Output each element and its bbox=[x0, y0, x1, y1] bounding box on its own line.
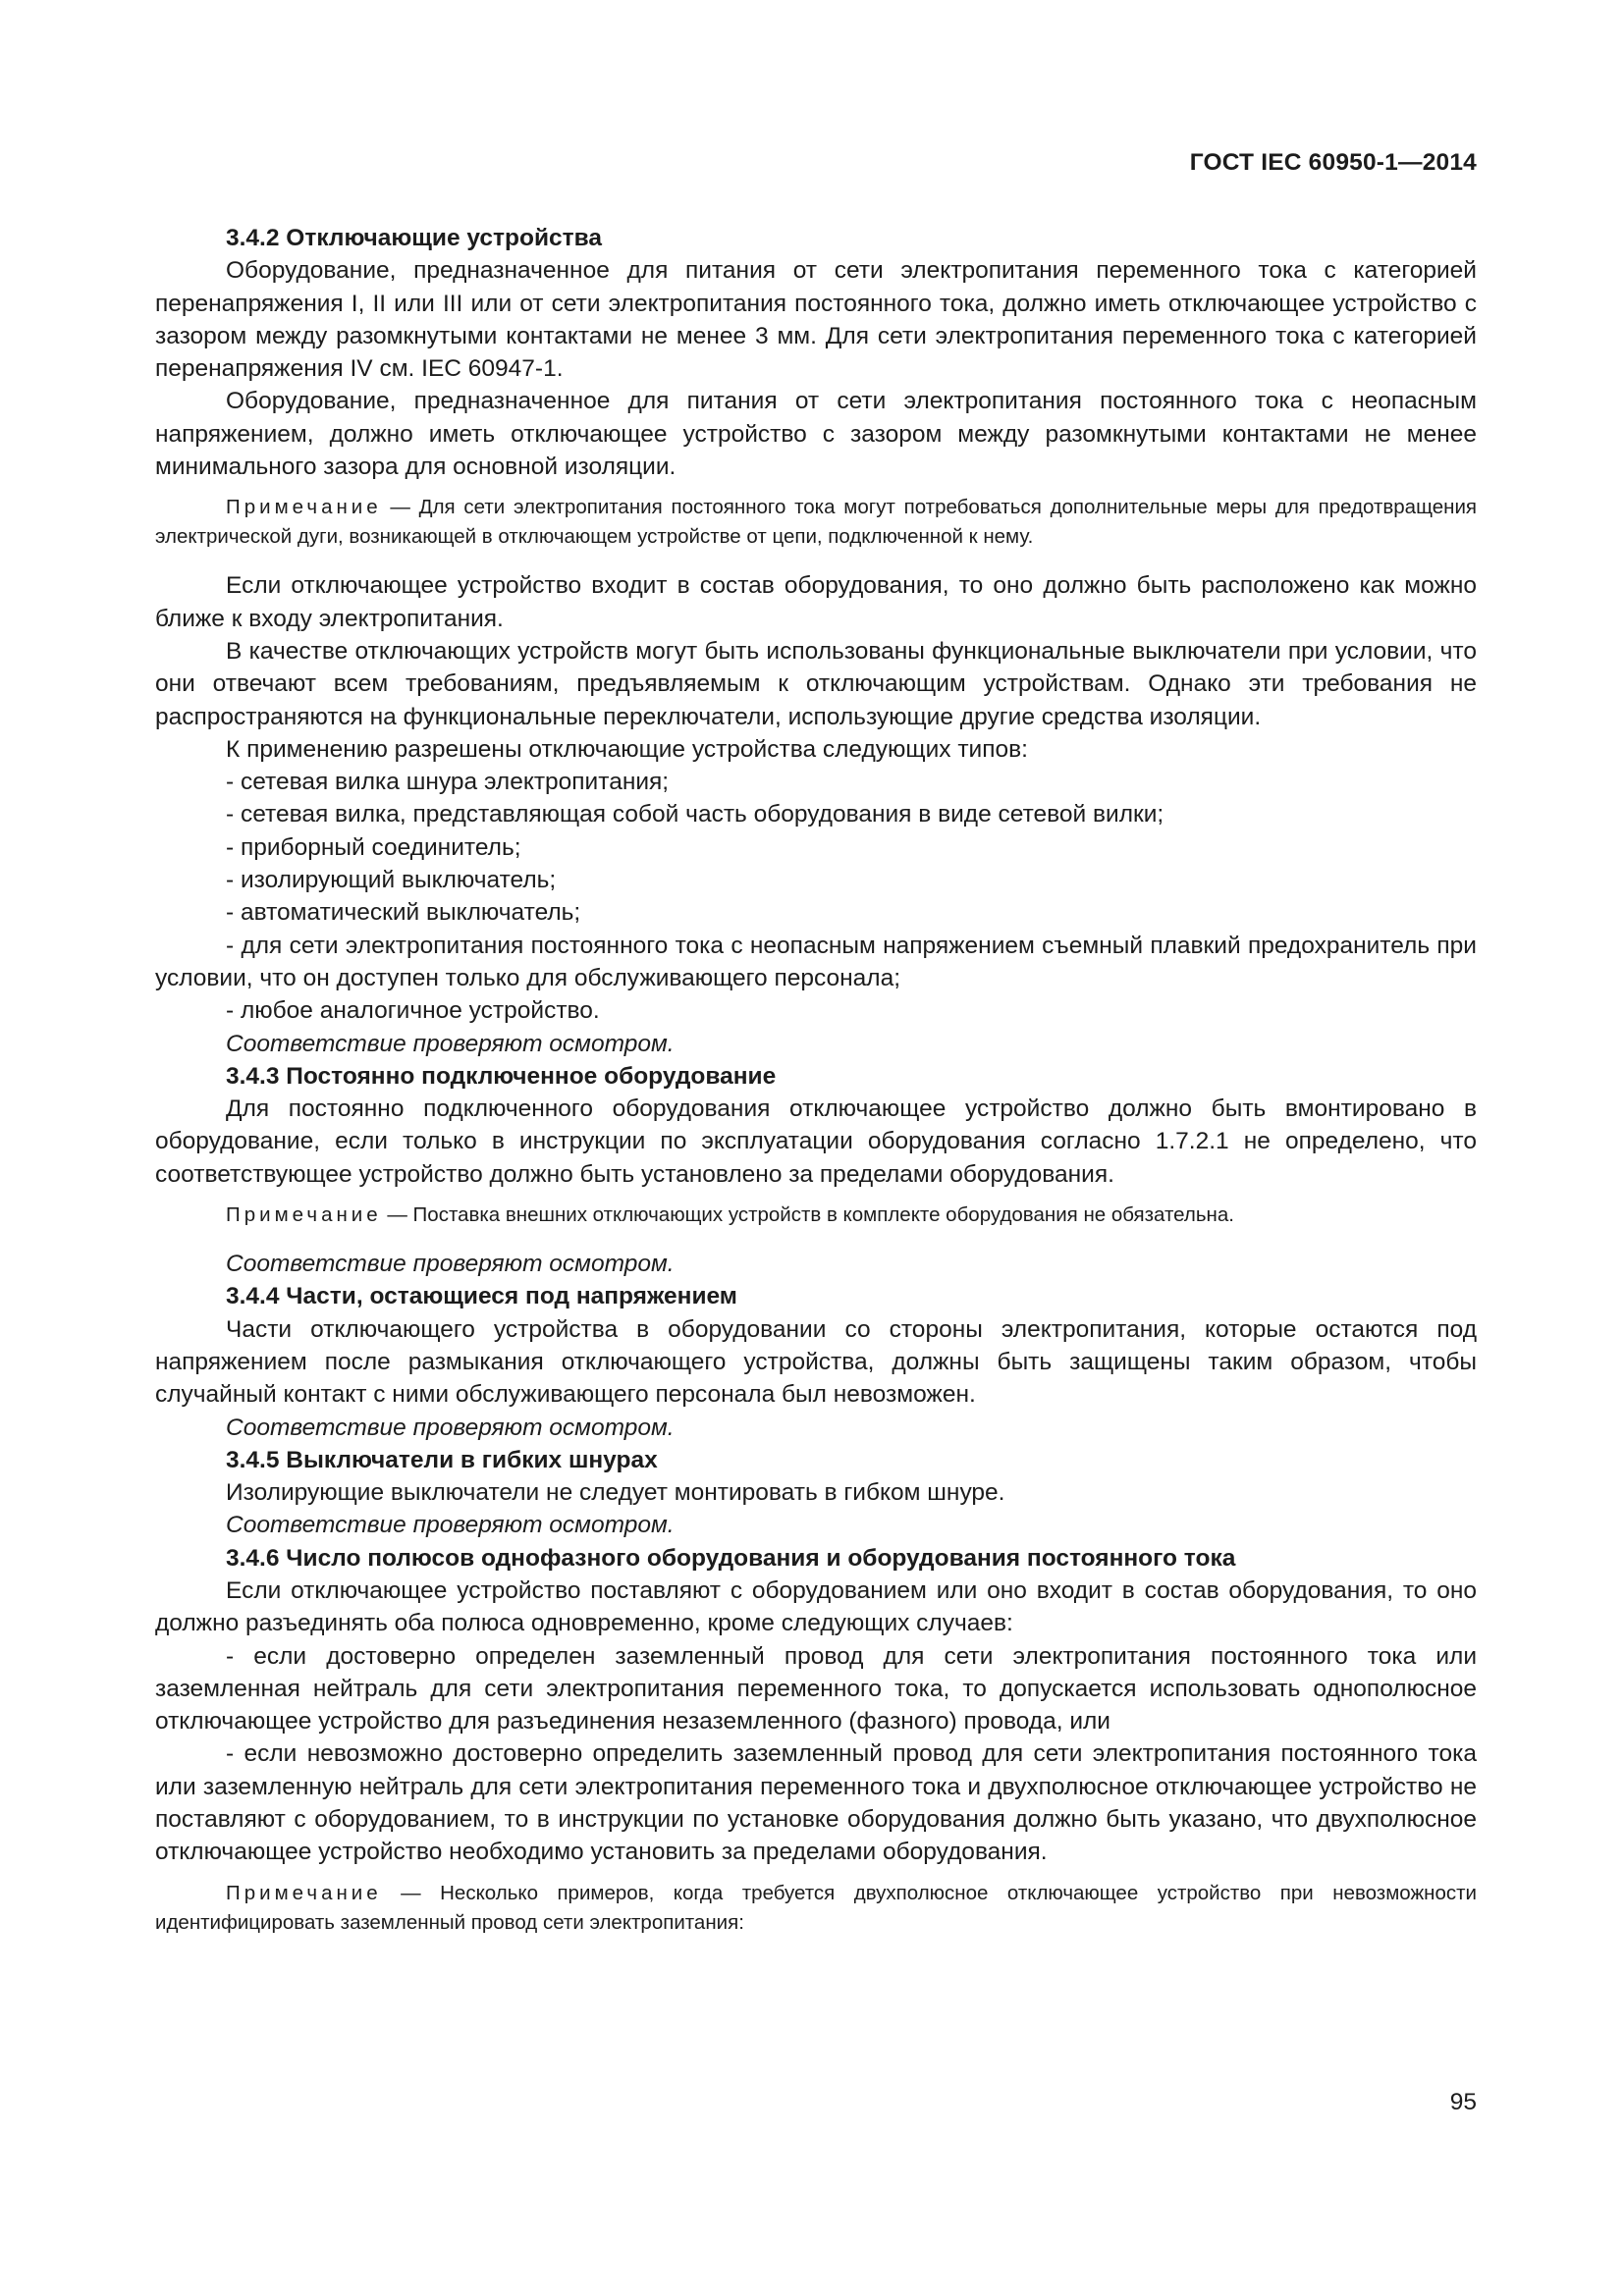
document-body bbox=[155, 222, 1477, 1955]
note-block bbox=[155, 1201, 1477, 1230]
note-text: — Поставка внешних отключающих устройств в комплекте оборудования не обязательна. bbox=[387, 1203, 1234, 1227]
paragraph: Изолирующие выключатели не следует монтировать в гибком шнуре. bbox=[226, 1479, 1005, 1507]
standard-code-header: ГОСТ IEC 60950-1—2014 bbox=[1189, 149, 1477, 176]
paragraph: Если отключающее устройство входит в состав оборудования, то оно должно быть расположено как можно ближе к входу электропитания. bbox=[155, 572, 1477, 632]
note-text: — Для сети электропитания постоянного тока могут потребоваться дополнительные меры для предотвращения электрической дуги, возникающей в отключающем устройстве от цепи, подключенной к нему. bbox=[155, 496, 1477, 549]
paragraph: Если отключающее устройство поставляют с оборудованием или оно входит в состав оборудования, то оно должно разъединять оба полюса одновременно, кроме следующих случаев: bbox=[155, 1576, 1477, 1637]
note-label: Примечание bbox=[226, 496, 382, 519]
note-text: — Несколько примеров, когда требуется двухполюсное отключающее устройство при невозможности идентифицировать заземленный провод сети электропитания: bbox=[155, 1881, 1477, 1934]
section-heading: 3.4.4 Части, остающиеся под напряжением bbox=[226, 1283, 737, 1310]
paragraph: Части отключающего устройства в оборудовании со стороны электропитания, которые остаются под напряжением после размыкания отключающего устройства, должны быть защищены таким образом, чтобы случайный контакт с ними обслуживающего персонала был невозможен. bbox=[155, 1315, 1477, 1409]
page-number: 95 bbox=[1449, 2089, 1477, 2115]
compliance-statement: Соответствие проверяют осмотром. bbox=[226, 1030, 675, 1057]
section-heading: 3.4.3 Постоянно подключенное оборудование bbox=[226, 1062, 777, 1090]
list-item: - для сети электропитания постоянного тока с неопасным напряжением съемный плавкий предохранитель при условии, что он доступен только для обслуживающего персонала; bbox=[155, 932, 1477, 991]
paragraph: Оборудование, предназначенное для питания от сети электропитания переменного тока с категорией перенапряжения I, II или III или от сети электропитания постоянного тока, должно иметь отключающее устройство с зазором между разомкнутыми контактами не менее 3 мм. Для сети электропитания переменного тока с категорией перенапряжения IV см. IEC 60947-1. bbox=[155, 257, 1477, 383]
compliance-statement: Соответствие проверяют осмотром. bbox=[226, 1251, 675, 1278]
list-item: - если достоверно определен заземленный провод для сети электропитания постоянного тока или заземленная нейтраль для сети электропитания переменного тока, то допускается использовать однополюсное отключающее устройство для разъединения незаземленного (фазного) провода, или bbox=[155, 1642, 1477, 1735]
paragraph: Оборудование, предназначенное для питания от сети электропитания постоянного тока с неопасным напряжением, должно иметь отключающее устройство с зазором между разомкнутыми контактами не менее минимального зазора для основной изоляции. bbox=[155, 388, 1477, 481]
section-heading: 3.4.6 Число полюсов однофазного оборудования и оборудования постоянного тока bbox=[226, 1544, 1236, 1572]
paragraph: Для постоянно подключенного оборудования отключающее устройство должно быть вмонтировано в оборудование, если только в инструкции по эксплуатации оборудования согласно 1.7.2.1 не определено, что соответствующее устройство должно быть установлено за пределами оборудования. bbox=[155, 1095, 1477, 1188]
list-item: - сетевая вилка, представляющая собой часть оборудования в виде сетевой вилки; bbox=[226, 801, 1164, 828]
section-heading: 3.4.2 Отключающие устройства bbox=[226, 225, 603, 251]
list-item: - сетевая вилка шнура электропитания; bbox=[226, 769, 670, 796]
list-item: - любое аналогичное устройство. bbox=[226, 997, 600, 1025]
note-label: Примечание bbox=[226, 1203, 382, 1227]
section-heading: 3.4.5 Выключатели в гибких шнурах bbox=[226, 1446, 658, 1473]
compliance-statement: Соответствие проверяют осмотром. bbox=[226, 1512, 675, 1539]
note-label: Примечание bbox=[226, 1881, 382, 1904]
list-item: - изолирующий выключатель; bbox=[226, 867, 557, 894]
compliance-statement: Соответствие проверяют осмотром. bbox=[226, 1414, 675, 1441]
paragraph: К применению разрешены отключающие устройства следующих типов: bbox=[226, 735, 1028, 763]
list-item: - приборный соединитель; bbox=[226, 833, 521, 861]
list-item: - автоматический выключатель; bbox=[226, 899, 581, 927]
paragraph: В качестве отключающих устройств могут быть использованы функциональные выключатели при условии, что они отвечают всем требованиям, предъявляемым к отключающим устройствам. Однако эти требования не распространяются на функциональные переключатели, использующие другие средства изоляции. bbox=[155, 637, 1477, 730]
note-block bbox=[155, 1879, 1477, 1938]
list-item: - если невозможно достоверно определить заземленный провод для сети электропитания постоянного тока или заземленную нейтраль для сети электропитания переменного тока и двухполюсное отключающее устройство не поставляют с оборудованием, то в инструкции по установке оборудования должно быть указано, что двухполюсное отключающее устройство необходимо установить за пределами оборудования. bbox=[155, 1740, 1477, 1866]
note-block bbox=[155, 493, 1477, 552]
